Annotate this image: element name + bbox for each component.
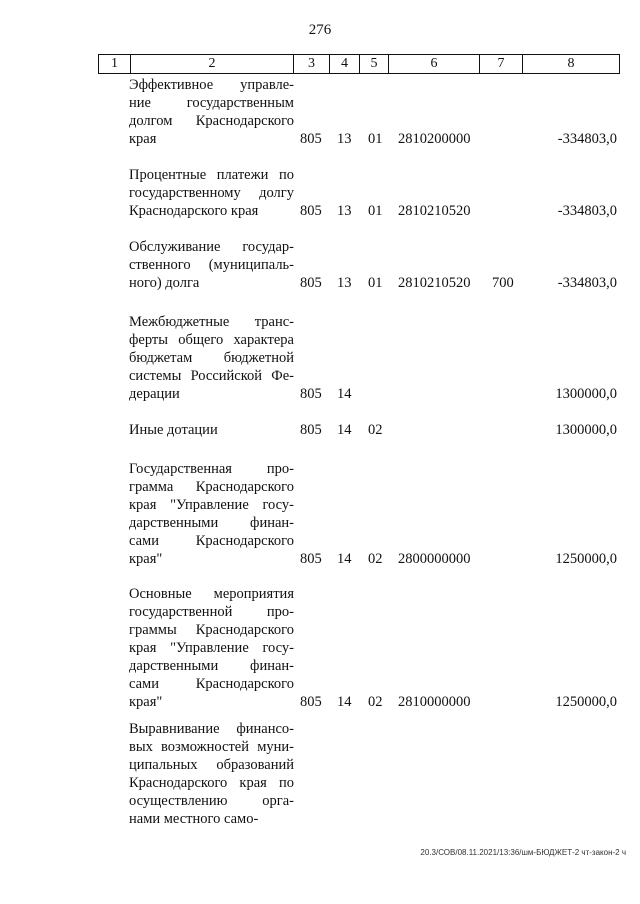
row-description [129,460,294,568]
description-line: Краснодарского края [129,203,259,219]
row-description [129,720,294,828]
section-code: 14 [337,694,352,710]
header-col-4: 4 [330,55,360,74]
description-line: края" [129,694,163,710]
header-col-1: 1 [99,55,131,74]
table-row [0,421,640,439]
description-line: государственному долгу [129,185,294,201]
column-number-header [98,54,620,74]
description-line: осуществлению орга- [129,793,294,809]
header-col-8: 8 [523,55,620,74]
admin-code: 805 [300,275,322,291]
description-line: края "Управление госу- [129,497,294,513]
description-line: дарственными финан- [129,515,294,531]
description-line: дарственными финан- [129,658,294,674]
header-col-7: 7 [480,55,523,74]
amount: 1250000,0 [555,694,617,710]
description-line: Краснодарского края по [129,775,294,791]
description-line: Межбюджетные транс- [129,314,294,330]
amount: 1250000,0 [555,551,617,567]
description-line: края [129,131,157,147]
target-article-code: 2810200000 [398,131,471,147]
description-line: бюджетам бюджетной [129,350,294,366]
footer-stamp: 20.3/СОВ/08.11.2021/13:36/шм-БЮДЖЕТ-2 чт-закон-2 ч [420,848,626,857]
table-row [0,313,640,403]
description-line: системы Российской Фе- [129,368,294,384]
subsection-code: 02 [368,422,383,438]
table-row [0,460,640,568]
section-code: 14 [337,551,352,567]
header-col-5: 5 [360,55,389,74]
target-article-code: 2810210520 [398,275,471,291]
amount: -334803,0 [557,203,617,219]
admin-code: 805 [300,551,322,567]
description-line: края "Управление госу- [129,640,294,656]
description-line: Выравнивание финансо- [129,721,294,737]
amount: -334803,0 [557,275,617,291]
description-line: государственной про- [129,604,294,620]
header-col-6: 6 [389,55,480,74]
row-description [129,313,294,403]
description-line: ципальных образований [129,757,294,773]
section-code: 14 [337,422,352,438]
target-article-code: 2810000000 [398,694,471,710]
description-line: Государственная про- [129,461,294,477]
description-line: грамма Краснодарского [129,479,294,495]
description-line: граммы Краснодарского [129,622,294,638]
subsection-code: 02 [368,551,383,567]
target-article-code: 2810210520 [398,203,471,219]
subsection-code: 01 [368,275,383,291]
table-row [0,585,640,711]
admin-code: 805 [300,203,322,219]
expense-type-code: 700 [492,275,514,291]
page-number: 276 [308,22,332,38]
amount: 1300000,0 [555,386,617,402]
section-code: 14 [337,386,352,402]
description-line: нами местного само- [129,811,259,827]
section-code: 13 [337,203,352,219]
subsection-code: 01 [368,203,383,219]
description-line: вых возможностей муни- [129,739,294,755]
description-line: Процентные платежи по [129,167,294,183]
section-code: 13 [337,275,352,291]
row-description [129,421,294,439]
section-code: 13 [337,131,352,147]
description-line: сами Краснодарского [129,533,294,549]
row-description [129,166,294,220]
description-line: ственного (муниципаль- [129,257,294,273]
amount: -334803,0 [557,131,617,147]
description-line: ферты общего характера [129,332,294,348]
admin-code: 805 [300,694,322,710]
description-line: Основные мероприятия [129,586,294,602]
description-line: края" [129,551,163,567]
description-line: долгом Краснодарского [129,113,294,129]
table-row [0,238,640,292]
description-line: сами Краснодарского [129,676,294,692]
table-row [0,166,640,220]
description-line: Иные дотации [129,422,218,438]
admin-code: 805 [300,422,322,438]
row-description [129,238,294,292]
subsection-code: 01 [368,131,383,147]
description-line: Обслуживание государ- [129,239,294,255]
header-col-3: 3 [294,55,330,74]
subsection-code: 02 [368,694,383,710]
description-line: ного) долга [129,275,200,291]
table-row [0,76,640,148]
amount: 1300000,0 [555,422,617,438]
header-col-2: 2 [131,55,294,74]
admin-code: 805 [300,386,322,402]
row-description [129,585,294,711]
admin-code: 805 [300,131,322,147]
description-line: Эффективное управле- [129,77,294,93]
description-line: дерации [129,386,180,402]
target-article-code: 2800000000 [398,551,471,567]
table-row [0,720,640,828]
row-description [129,76,294,148]
description-line: ние государственным [129,95,294,111]
